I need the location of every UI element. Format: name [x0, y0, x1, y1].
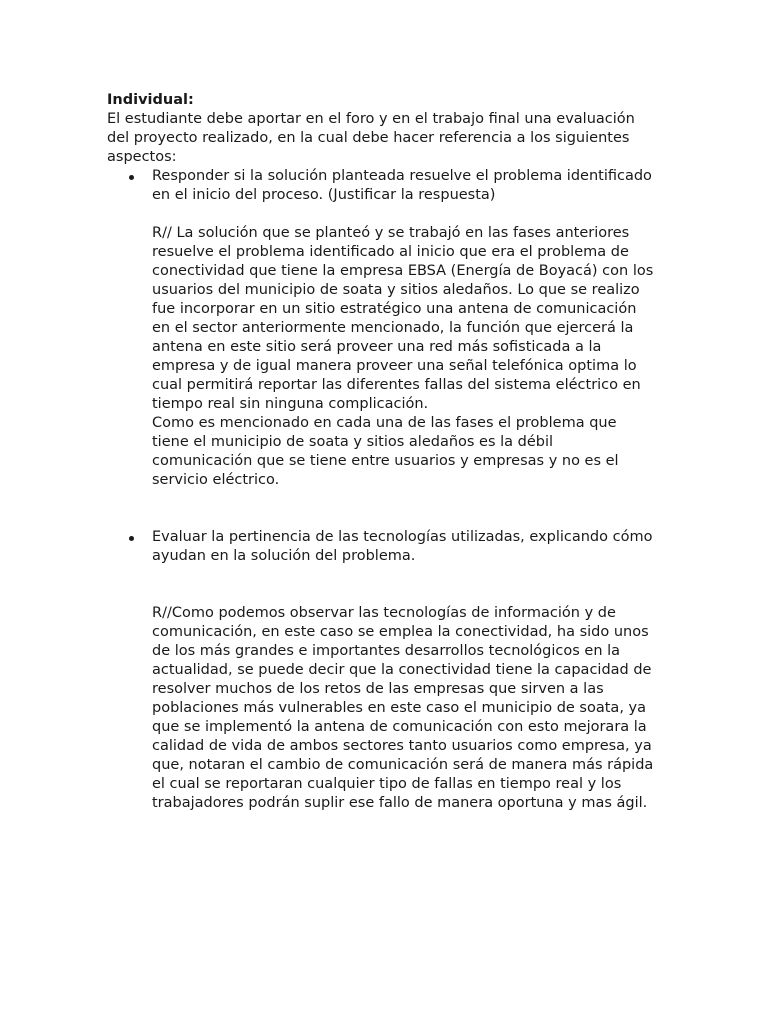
intro-paragraph: El estudiante debe aportar en el foro y en el trabajo final una evaluación del proyecto realizado, en la cual debe hacer referencia a los siguientes aspectos: [107, 111, 635, 165]
answer-paragraph: Como es mencionado en cada una de las fases el problema que tiene el municipio de soata y sitios aledaños es la débil comunicación que se tiene entre usuarios y empresas y no es el servicio eléctrico. [152, 415, 619, 488]
list-item [107, 167, 657, 205]
aspects-list [107, 528, 667, 566]
question-text: Evaluar la pertinencia de las tecnologías utilizadas, explicando cómo ayudan en la solución del problema. [152, 529, 653, 564]
bullet-icon [129, 536, 134, 541]
answer-paragraph: R//Como podemos observar las tecnologías de información y de comunicación, en este caso se emplea la conectividad, ha sido unos de los más grandes e importantes desarrollos tecnológicos en la actualidad, se puede decir que la conectividad tiene la capacidad de resolver muchos de los retos de las empresas que sirven a las poblaciones más vulnerables en este caso el municipio de soata, ya que se implementó la antena de comunicación con esto mejorara la calidad de vida de ambos sectores tanto usuarios como empresa, ya que, notaran el cambio de comunicación será de manera más rápida el cual se reportaran cualquier tipo de fallas en tiempo real y los trabajadores podrán suplir ese fallo de manera oportuna y mas ágil. [152, 605, 654, 811]
answer-block [107, 604, 657, 813]
question-text: Responder si la solución planteada resuelve el problema identificado en el inicio del proceso. (Justificar la respuesta) [152, 168, 652, 203]
aspects-list [107, 167, 667, 205]
list-item [107, 528, 657, 566]
bullet-icon [129, 175, 134, 180]
section-heading: Individual: [107, 92, 194, 108]
answer-block [107, 224, 657, 490]
document-page [107, 91, 667, 813]
answer-paragraph: R// La solución que se planteó y se trabajó en las fases anteriores resuelve el problema identificado al inicio que era el problema de conectividad que tiene la empresa EBSA (Energía de Boyacá) con los usuarios del municipio de soata y sitios aledaños. Lo que se realizo fue incorporar en un sitio estratégico una antena de comunicación en el sector anteriormente mencionado, la función que ejercerá la antena en este sitio será proveer una red más sofisticada a la empresa y de igual manera proveer una señal telefónica optima lo cual permitirá reportar las diferentes fallas del sistema eléctrico en tiempo real sin ninguna complicación. [152, 225, 654, 412]
